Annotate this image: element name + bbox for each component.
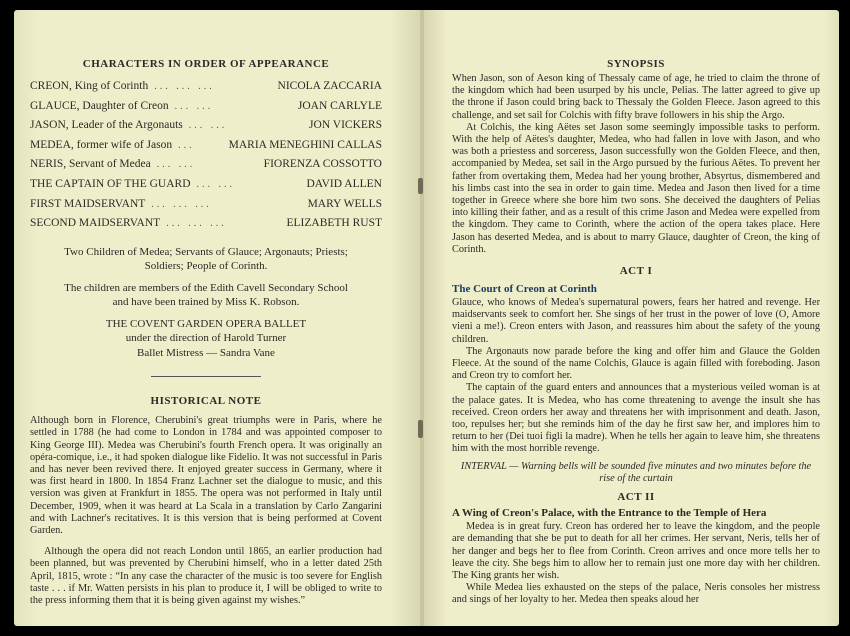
act2-heading: ACT II <box>617 491 655 504</box>
cast-row <box>30 139 382 159</box>
act1-paragraph: The captain of the guard enters and announces that a mysterious veiled woman is at the palace gates. It is Medea, who has come threatening to avenge the insult she has received. Creon orders her away and threatens her with imprisonment and death. Jason, too, repulses her; but she reminds him of the day he first saw her, and implores him to return to her (Dei tuoi figli la madre). When he tells her again to leave him, she threatens him with the most horrible revenge. <box>452 382 820 455</box>
cast-dots: ... ... <box>188 120 228 132</box>
historical-paragraph: Although the opera did not reach London until 1865, an earlier production had been planned, but was prevented by Cherubini himself, who in a letter dated 25th April, 1815, wrote : “In any case the character of the music is too severe for English taste . . . if Mr. Watten persists in his plan to produce it, I will be obliged to write to the press informing them that it is being given against my wishes.” <box>30 546 382 607</box>
right-column <box>452 58 820 607</box>
cast-role: JASON, Leader of the Argonauts <box>30 119 183 132</box>
cast-role: FIRST MAIDSERVANT <box>30 197 146 210</box>
cast-singer: MARY WELLS <box>307 197 382 210</box>
cast-row <box>30 217 382 237</box>
historical-note-heading: HISTORICAL NOTE <box>150 395 262 408</box>
cast-role: THE CAPTAIN OF THE GUARD <box>30 177 191 190</box>
cast-dots: ... ... <box>196 178 236 190</box>
cast-role: GLAUCE, Daughter of Creon <box>30 99 169 112</box>
cast-dots: ... ... <box>174 100 214 112</box>
ballet-mistress: Ballet Mistress — Sandra Vane <box>137 346 275 359</box>
cast-dots: ... ... <box>156 159 196 171</box>
section-divider <box>151 376 261 377</box>
cast-singer: JOAN CARLYLE <box>297 99 382 112</box>
cast-singer: NICOLA ZACCARIA <box>277 80 382 92</box>
cast-row <box>30 100 382 120</box>
staple <box>418 420 423 438</box>
cast-row <box>30 178 382 198</box>
cast-role: CREON, King of Corinth <box>30 80 149 92</box>
act2-setting: A Wing of Creon's Palace, with the Entrance to the Temple of Hera <box>452 507 767 520</box>
booklet-spine <box>420 10 424 626</box>
characters-heading: CHARACTERS IN ORDER OF APPEARANCE <box>82 58 330 70</box>
cast-list <box>30 80 382 237</box>
ballet-company: THE COVENT GARDEN OPERA BALLET <box>105 317 307 330</box>
cast-row <box>30 158 382 178</box>
ballet-director: under the direction of Harold Turner <box>125 332 287 345</box>
cast-role: MEDEA, former wife of Jason <box>30 138 173 151</box>
act2-paragraph: While Medea lies exhausted on the steps of the palace, Neris consoles her mistress and sings of her loyalty to her. Medea then speaks aloud her <box>452 582 820 606</box>
cast-dots: ... ... ... <box>166 218 227 230</box>
cast-singer: ELIZABETH RUST <box>286 217 382 230</box>
act1-heading: ACT I <box>619 265 653 278</box>
cast-row <box>30 80 382 100</box>
cast-role: NERIS, Servant of Medea <box>30 158 151 171</box>
cast-singer: FIORENZA COSSOTTO <box>263 158 382 171</box>
act2-paragraph: Medea is in great fury. Creon has ordered her to leave the kingdom, and the people are demanding that she be put to death for all her crimes. Her servant, Neris, tells her of her danger and begs her to flee from Corinth. Creon arrives and once more tells her to leave the city. She begs him to allow her to remain just one more day with her children. The King grants her wish. <box>452 521 820 581</box>
act1-setting: The Court of Creon at Corinth <box>452 283 597 296</box>
interval-note: INTERVAL — Warning bells will be sounded five minutes and two minutes before the rise of the curtain <box>460 460 812 484</box>
cast-singer: JON VICKERS <box>309 119 382 132</box>
chorus-note: Two Children of Medea; Servants of Glauce; Argonauts; Priests; Soldiers; People of Corinth. <box>64 245 348 273</box>
staple <box>418 178 423 194</box>
cast-row <box>30 198 382 218</box>
children-note: The children are members of the Edith Cavell Secondary School and have been trained by Miss K. Robson. <box>64 281 348 309</box>
cast-role: SECOND MAIDSERVANT <box>30 217 161 230</box>
cast-dots: ... ... ... <box>154 81 215 92</box>
cast-singer: DAVID ALLEN <box>306 177 382 190</box>
synopsis-paragraph: At Colchis, the king Aëtes set Jason some seemingly impossible tasks to perform. With the help of Aëtes's daughter, Medea, who had fallen in love with Jason, and who was both a priestess and sorceress, Jason successfully won the Golden Fleece, and then, accompanied by Medea, set sail in the Argo pursued by the furious Aëtes. To prevent her father from overtaking them, Medea had her young brother, Absyrtus, dismembered and his limbs cast into the sea in order to gain time. Medea and Jason then lived for a time together in Greece where she bore him two sons. She deceived the daughters of Pelias into killing their father, and as a result of this crime Jason and Medea were expelled from the kingdom. They came to Corinth, where the action of the opera takes place. Here Jason has deserted Medea, and is about to marry Glauce, daughter of Creon, the king of Corinth. <box>452 121 820 255</box>
synopsis-paragraph: When Jason, son of Aeson king of Thessaly came of age, he tried to claim the throne of the kingdom which had been usurped by his uncle, Pelias. The latter agreed to give up the throne if Jason could bring back to Thessaly the Golden Fleece. Jason agreed to this challenge, and set sail for Colchis with fifty brave followers in his ship the Argo. <box>452 73 820 121</box>
cast-singer: MARIA MENEGHINI CALLAS <box>228 138 382 151</box>
left-column <box>30 58 382 607</box>
act1-paragraph: Glauce, who knows of Medea's supernatural powers, fears her hatred and revenge. Her maidservants seek to comfort her. She sings of her trust in the power of love (O, Amore vieni a me!). Creon enters with Jason, and reassures him about the safety of the young children. <box>452 297 820 345</box>
synopsis-heading: SYNOPSIS <box>607 58 665 70</box>
act1-paragraph: The Argonauts now parade before the king and offer him and Glauce the Golden Fleece. At the sound of the name Colchis, Glauce is again filled with foreboding. Jason and Creon try to comfort her. <box>452 345 820 382</box>
cast-row <box>30 119 382 139</box>
cast-dots: ... <box>178 139 195 151</box>
historical-paragraph: Although born in Florence, Cherubini's great triumphs were in Paris, where he settled in 1788 (he had come to London in 1784 and was appointed composer to King George III). Medea was Cherubini's fourth French opera. It was originally an opéra-comique, i.e., it had spoken dialogue like Fidelio. It was not successful in Paris and has never been revived there. It enjoyed greater success in Germany, where it was first heard in 1800. In 1854 Franz Lachner set the dialogue to music, and this version was given at Frankfurt in 1855. The opera was not performed in Italy until December, 1909, when it was heard at La Scala in a translation by Carlo Zangarini and with Lachner's recitatives. It is this version that is being performed at Covent Garden. <box>30 415 382 537</box>
cast-dots: ... ... ... <box>151 198 212 210</box>
